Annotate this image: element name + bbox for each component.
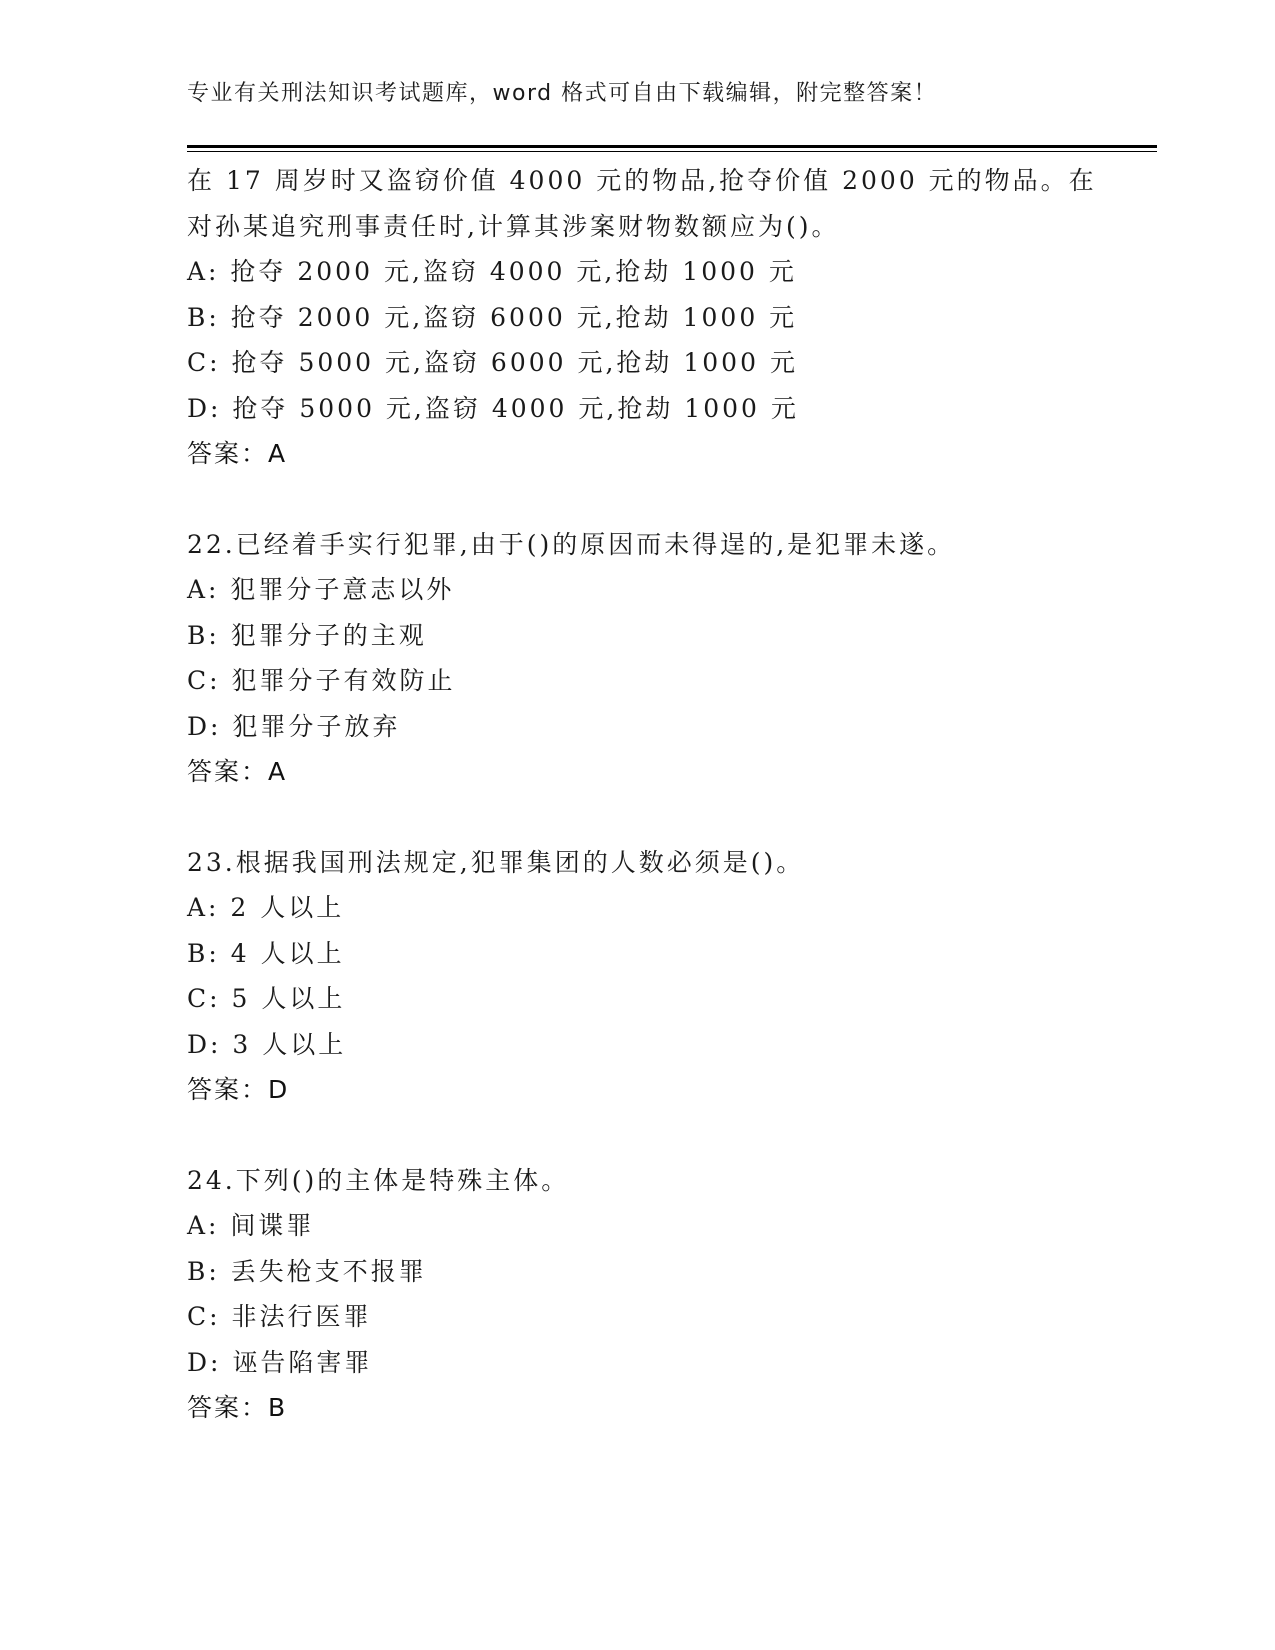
option-d: D: 犯罪分子放弃 [187, 711, 401, 741]
question-stem-line: 在 17 周岁时又盗窃价值 4000 元的物品,抢夺价值 2000 元的物品。在 [187, 166, 1097, 195]
answer-line: 答案：B [187, 1393, 288, 1422]
page-header: 专业有关刑法知识考试题库，word 格式可自由下载编辑，附完整答案！ [187, 81, 938, 106]
option-a: A: 2 人以上 [187, 893, 345, 922]
option-d: D: 诬告陷害罪 [187, 1347, 373, 1377]
answer-line: 答案：A [187, 757, 288, 786]
question-23 [187, 840, 1087, 1113]
question-stem: 23.根据我国刑法规定,犯罪集团的人数必须是()。 [187, 847, 805, 877]
answer-line: 答案：D [187, 1075, 290, 1104]
header-rule-thin [187, 151, 1157, 152]
option-a: A: 犯罪分子意志以外 [187, 575, 455, 604]
question-21-continued [187, 158, 1097, 477]
option-c: C: 抢夺 5000 元,盗窃 6000 元,抢劫 1000 元 [187, 348, 798, 377]
question-stem-line: 对孙某追究刑事责任时,计算其涉案财物数额应为()。 [187, 211, 840, 241]
question-stem: 22.已经着手实行犯罪,由于()的原因而未得逞的,是犯罪未遂。 [187, 529, 956, 559]
question-content [187, 158, 1097, 1431]
option-c: C: 5 人以上 [187, 984, 346, 1013]
option-b: B: 4 人以上 [187, 938, 345, 968]
option-a: A: 抢夺 2000 元,盗窃 4000 元,抢劫 1000 元 [187, 257, 797, 286]
question-22 [187, 522, 1087, 795]
answer-line: 答案：A [187, 439, 288, 468]
option-d: D: 3 人以上 [187, 1029, 347, 1059]
option-a: A: 间谍罪 [187, 1211, 315, 1240]
option-b: B: 犯罪分子的主观 [187, 620, 427, 650]
question-stem: 24.下列()的主体是特殊主体。 [187, 1165, 570, 1195]
question-24 [187, 1158, 1087, 1431]
spacer [187, 795, 1087, 840]
spacer [187, 1113, 1087, 1158]
option-d: D: 抢夺 5000 元,盗窃 4000 元,抢劫 1000 元 [187, 393, 799, 423]
option-c: C: 犯罪分子有效防止 [187, 666, 456, 695]
option-c: C: 非法行医罪 [187, 1302, 372, 1331]
option-b: B: 抢夺 2000 元,盗窃 6000 元,抢劫 1000 元 [187, 302, 798, 332]
option-b: B: 丢失枪支不报罪 [187, 1256, 427, 1286]
header-rule-thick [187, 145, 1157, 148]
spacer [187, 477, 1087, 522]
